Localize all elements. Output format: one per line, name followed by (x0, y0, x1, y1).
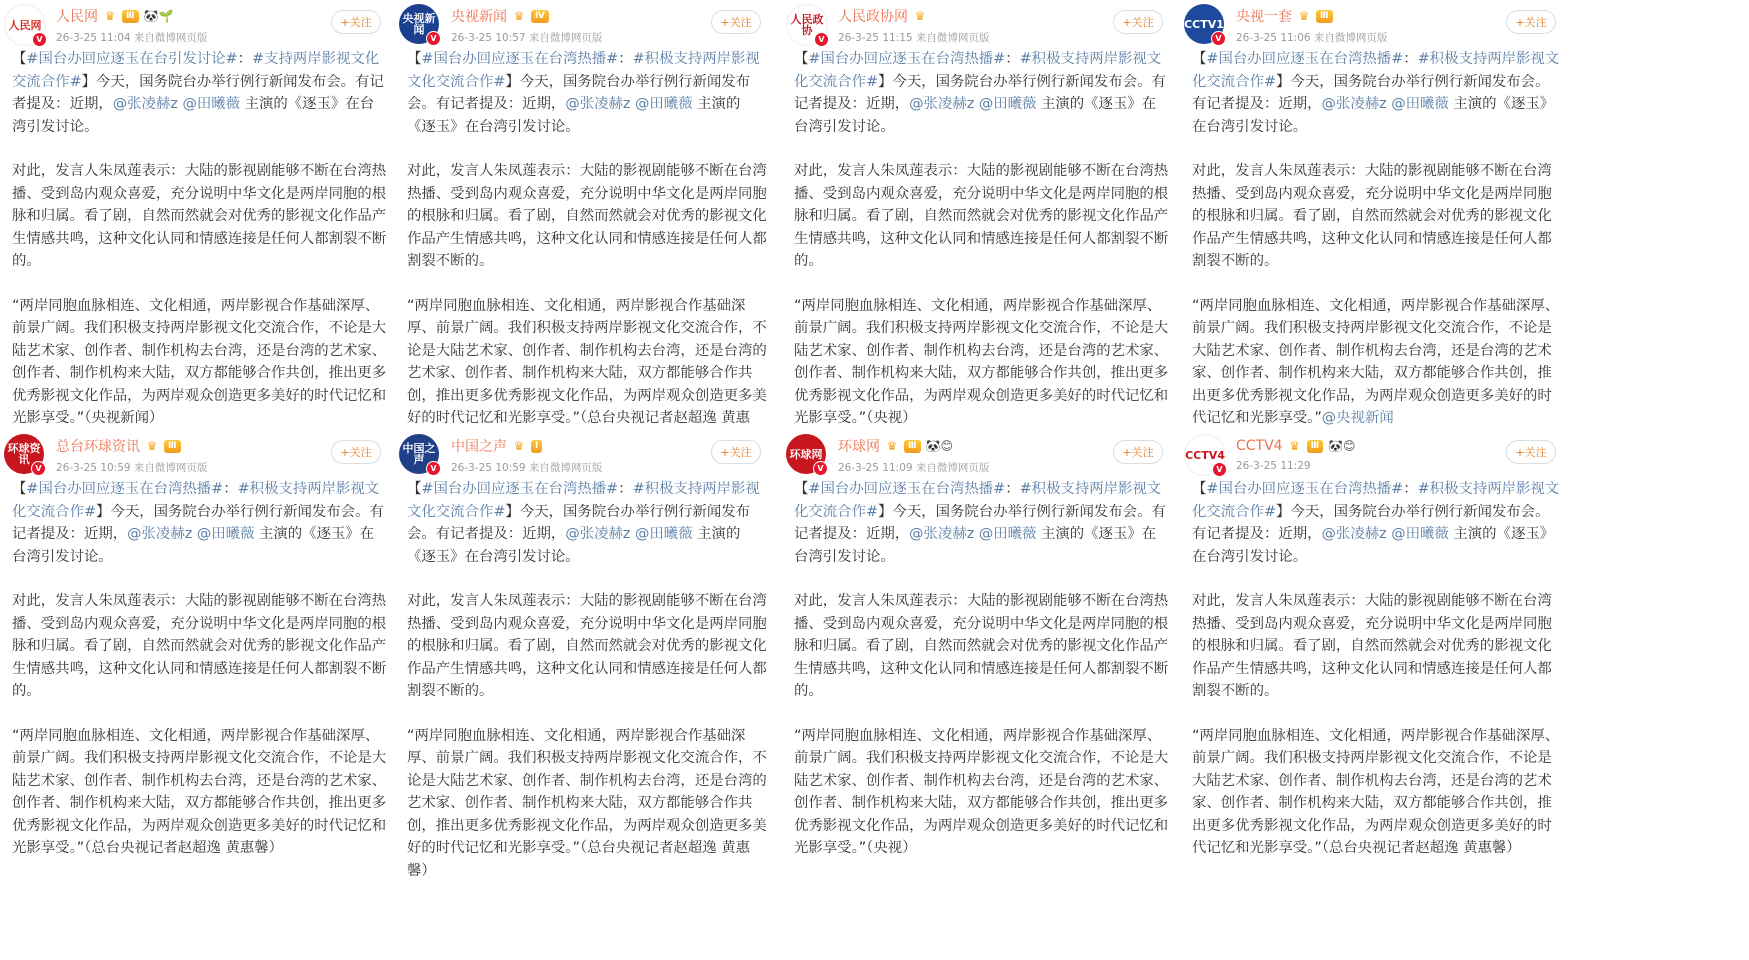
post-header (395, 0, 767, 48)
source-credit: （总台央视记者赵超逸 黄惠馨） (1321, 840, 1521, 856)
paragraph-quote (407, 295, 767, 431)
name-line (56, 436, 181, 456)
hashtag-link[interactable]: #国台办回应逐玉在台湾热播# (26, 481, 224, 497)
post-time[interactable]: 26-3-25 11:09 (838, 462, 913, 474)
account-name[interactable]: 央视一套 (1236, 9, 1292, 25)
follow-button[interactable]: +关注 (711, 10, 761, 34)
post-time[interactable]: 26-3-25 11:15 (838, 32, 913, 44)
weibo-post (1180, 430, 1562, 960)
level-badge: Ⅲ (1316, 10, 1333, 23)
paragraph-intro: 【#国台办回应逐玉在台湾热播#：#积极支持两岸影视文化交流合作#】今天，国务院台办举行例行新闻发布会。有记者提及：近期，@张凌赫z @田曦薇 主演的《逐玉》在台湾引发讨论。 (794, 481, 1166, 565)
verified-icon: V (1211, 31, 1226, 46)
paragraph-intro: 【#国台办回应逐玉在台湾热播#：#积极支持两岸影视文化交流合作#】今天，国务院台办举行例行新闻发布会。有记者提及：近期，@张凌赫z @田曦薇 主演的《逐玉》在台湾引发讨论。 (407, 51, 760, 135)
weibo-post (782, 0, 1169, 430)
account-name[interactable]: 人民政协网 (838, 9, 908, 25)
verified-icon: V (813, 461, 828, 476)
hashtag-link[interactable]: #积极支持两岸影视文化交流合作# (1192, 481, 1560, 520)
avatar[interactable] (1184, 434, 1226, 476)
crown-icon: ♛ (513, 439, 525, 453)
name-line (838, 436, 953, 456)
source-credit: （央视新闻） (84, 410, 164, 426)
quote-text: “两岸同胞血脉相连、文化相通，两岸影视合作基础深厚、前景广阔。我们积极支持两岸影视文化交流合作，不论是大陆艺术家、创作者、制作机构去台湾，还是台湾的艺术家、创作者、制作机构来大陆，双方都能够合作共创，推出更多优秀影视文化作品，为两岸观众创造更多美好的时代记忆和光影享受。” (12, 727, 387, 856)
crown-icon: ♛ (146, 439, 158, 453)
hashtag-link[interactable]: #积极支持两岸影视文化交流合作# (1192, 51, 1560, 90)
source-credit: （总台央视记者赵超逸 黄惠馨） (84, 840, 284, 856)
mention-link[interactable]: @田曦薇 (196, 526, 255, 542)
avatar-label: 央视新闻 (402, 12, 436, 36)
follow-button[interactable]: +关注 (1506, 440, 1556, 464)
account-name[interactable]: 总台环球资讯 (56, 439, 140, 455)
level-badge: Ⅳ (531, 10, 549, 23)
post-time[interactable]: 26-3-25 11:29 (1236, 460, 1311, 472)
paragraph-intro: 【#国台办回应逐玉在台湾热播#：#积极支持两岸影视文化交流合作#】今天，国务院台办举行例行新闻发布会。有记者提及：近期，@张凌赫z @田曦薇 主演的《逐玉》在台湾引发讨论。 (1192, 481, 1560, 565)
account-name[interactable]: CCTV4 (1236, 438, 1283, 454)
weibo-post (395, 0, 767, 430)
name-line (56, 6, 173, 26)
intro-text: 今天，国务院台办举行例行新闻发布会。有记者提及：近期， (1192, 73, 1550, 112)
intro-text: 今天，国务院台办举行例行新闻发布会。有记者提及：近期， (407, 503, 751, 542)
intro-tail: 主演的《逐玉》在台湾引发讨论。 (12, 526, 375, 565)
paragraph-quote (12, 725, 387, 860)
avatar-label: 人民网 (8, 18, 42, 32)
level-badge: Ⅲ (904, 440, 921, 453)
verified-icon: V (1212, 462, 1227, 477)
verified-icon: V (31, 461, 46, 476)
mention-link[interactable]: @张凌赫z (127, 526, 193, 542)
hashtag-link[interactable]: #积极支持两岸影视文化交流合作# (794, 481, 1162, 520)
post-meta (838, 460, 989, 475)
post-meta (451, 460, 602, 475)
paragraph-quote (1192, 295, 1562, 430)
level-badge: Ⅲ (122, 10, 139, 23)
paragraph-intro: 【#国台办回应逐玉在台湾热播#：#积极支持两岸影视文化交流合作#】今天，国务院台办举行例行新闻发布会。有记者提及：近期，@张凌赫z @田曦薇 主演的《逐玉》在台湾引发讨论。 (407, 481, 760, 565)
paragraph-statement: 对此，发言人朱凤莲表示：大陆的影视剧能够不断在台湾热播、受到岛内观众喜爱，充分说明中华文化是两岸同胞的根脉和归属。看了剧，自然而然就会对优秀的影视文化作品产生情感共鸣，这种文化认同和情感连接是任何人都割裂不断的。 (12, 593, 387, 699)
quote-text: “两岸同胞血脉相连、文化相通，两岸影视合作基础深厚、前景广阔。我们积极支持两岸影视文化交流合作，不论是大陆艺术家、创作者、制作机构去台湾，还是台湾的艺术家、创作者、制作机构来大陆，双方都能够合作共创，推出更多优秀影视文化作品，为两岸观众创造更多美好的时代记忆和光影享受。” (407, 727, 767, 856)
emoji-badges: 🐼😊 (925, 439, 953, 453)
post-meta (56, 30, 207, 45)
post-meta (838, 30, 989, 45)
quote-text: “两岸同胞血脉相连、文化相通，两岸影视合作基础深厚、前景广阔。我们积极支持两岸影视文化交流合作，不论是大陆艺术家、创作者、制作机构去台湾，还是台湾的艺术家、创作者、制作机构来大陆，双方都能够合作共创，推出更多优秀影视文化作品，为两岸观众创造更多美好的时代记忆和光影享受。” (794, 297, 1169, 426)
post-body (1180, 48, 1562, 430)
hashtag-link[interactable]: #国台办回应逐玉在台湾热播# (1206, 481, 1404, 497)
source-credit: （央视） (866, 840, 917, 856)
hashtag-link[interactable]: #国台办回应逐玉在台湾热播# (421, 481, 619, 497)
avatar[interactable] (786, 434, 826, 474)
avatar[interactable] (399, 4, 439, 44)
name-line (451, 6, 549, 26)
post-header (1180, 0, 1562, 48)
follow-button[interactable]: +关注 (1113, 10, 1163, 34)
verified-icon: V (426, 461, 441, 476)
avatar-label: 中国之声 (402, 442, 436, 466)
post-source: 来自微博网页版 (133, 32, 208, 44)
post-body (0, 48, 387, 430)
level-badge: Ⅰ (531, 440, 542, 453)
verified-icon: V (814, 32, 829, 47)
mention-link[interactable]: @张凌赫z (565, 526, 631, 542)
intro-text: 今天，国务院台办举行例行新闻发布会。有记者提及：近期， (794, 503, 1166, 542)
name-line (1236, 6, 1333, 26)
quote-text: “两岸同胞血脉相连、文化相通，两岸影视合作基础深厚、前景广阔。我们积极支持两岸影视文化交流合作，不论是大陆艺术家、创作者、制作机构去台湾，还是台湾的艺术家、创作者、制作机构来大陆，双方都能够合作共创，推出更多优秀影视文化作品，为两岸观众创造更多美好的时代记忆和光影享受。” (794, 727, 1169, 856)
follow-button[interactable]: +关注 (1113, 440, 1163, 464)
intro-tail: 主演的《逐玉》在台湾引发讨论。 (407, 526, 741, 565)
crown-icon: ♛ (914, 9, 926, 23)
paragraph-quote (1192, 725, 1562, 860)
hashtag-link[interactable]: #积极支持两岸影视文化交流合作# (407, 51, 760, 90)
avatar-label: CCTV4 (1185, 448, 1225, 462)
post-time[interactable]: 26-3-25 10:57 (451, 32, 526, 44)
verified-icon: V (32, 32, 47, 47)
level-badge: Ⅲ (1307, 440, 1324, 453)
post-body (782, 48, 1169, 430)
mention-link[interactable]: @张凌赫z (565, 96, 631, 112)
paragraph-intro: 【#国台办回应逐玉在台引发讨论#：#支持两岸影视文化交流合作#】今天，国务院台办举行例行新闻发布会。有记者提及：近期，@张凌赫z @田曦薇 主演的《逐玉》在台湾引发讨论。 (12, 51, 384, 135)
weibo-post (782, 430, 1169, 960)
mention-link[interactable]: @张凌赫z (112, 96, 178, 112)
mention-link[interactable]: @田曦薇 (1391, 526, 1449, 542)
post-meta (451, 30, 602, 45)
post-time[interactable]: 26-3-25 11:04 (56, 32, 131, 44)
hashtag-link[interactable]: #积极支持两岸影视文化交流合作# (12, 481, 380, 520)
post-meta (56, 460, 207, 475)
paragraph-statement: 对此，发言人朱凤莲表示：大陆的影视剧能够不断在台湾热播、受到岛内观众喜爱，充分说明中华文化是两岸同胞的根脉和归属。看了剧，自然而然就会对优秀的影视文化作品产生情感共鸣，这种文化认同和情感连接是任何人都割裂不断的。 (12, 163, 387, 269)
post-source: 来自微博网页版 (915, 462, 990, 474)
intro-tail: 主演的《逐玉》在台湾引发讨论。 (1192, 526, 1555, 565)
intro-tail: 主演的《逐玉》在台湾引发讨论。 (407, 96, 741, 135)
crown-icon: ♛ (1289, 439, 1300, 453)
post-header (1180, 430, 1562, 478)
follow-button[interactable]: +关注 (1506, 10, 1556, 34)
source-credit: （央视） (866, 410, 917, 426)
post-body (395, 478, 767, 882)
mention-link[interactable]: @田曦薇 (635, 96, 693, 112)
mention-link[interactable]: @田曦薇 (635, 526, 693, 542)
paragraph-quote (794, 295, 1169, 430)
hashtag-link[interactable]: #国台办回应逐玉在台引发讨论# (26, 51, 238, 67)
post-body (1180, 478, 1562, 860)
paragraph-statement: 对此，发言人朱凤莲表示：大陆的影视剧能够不断在台湾热播、受到岛内观众喜爱，充分说明中华文化是两岸同胞的根脉和归属。看了剧，自然而然就会对优秀的影视文化作品产生情感共鸣，这种文化认同和情感连接是任何人都割裂不断的。 (407, 163, 767, 269)
follow-button[interactable]: +关注 (711, 440, 761, 464)
avatar-label: CCTV1 (1184, 17, 1224, 31)
avatar[interactable] (399, 434, 439, 474)
mention-link[interactable]: @张凌赫z (1321, 96, 1387, 112)
post-header (0, 0, 387, 48)
post-header (782, 0, 1169, 48)
paragraph-statement: 对此，发言人朱凤莲表示：大陆的影视剧能够不断在台湾热播、受到岛内观众喜爱，充分说明中华文化是两岸同胞的根脉和归属。看了剧，自然而然就会对优秀的影视文化作品产生情感共鸣，这种文化认同和情感连接是任何人都割裂不断的。 (407, 593, 767, 699)
hashtag-link[interactable]: #支持两岸影视文化交流合作# (12, 51, 380, 90)
intro-tail: 主演的《逐玉》在台湾引发讨论。 (794, 96, 1157, 135)
intro-text: 今天，国务院台办举行例行新闻发布会。有记者提及：近期， (1192, 503, 1550, 542)
intro-text: 今天，国务院台办举行例行新闻发布会。有记者提及：近期， (794, 73, 1166, 112)
account-name[interactable]: 中国之声 (451, 439, 507, 455)
post-body (395, 48, 767, 430)
quote-text: “两岸同胞血脉相连、文化相通，两岸影视合作基础深厚、前景广阔。我们积极支持两岸影视文化交流合作，不论是大陆艺术家、创作者、制作机构去台湾，还是台湾的艺术家、创作者、制作机构来大陆，双方都能够合作共创，推出更多优秀影视文化作品，为两岸观众创造更多美好的时代记忆和光影享受。” (12, 297, 387, 426)
crown-icon: ♛ (1298, 9, 1310, 23)
mention-link[interactable]: @张凌赫z (909, 96, 975, 112)
post-source: 来自微博网页版 (528, 32, 603, 44)
post-source: 来自微博网页版 (915, 32, 990, 44)
crown-icon: ♛ (886, 439, 898, 453)
verified-icon: V (426, 31, 441, 46)
post-header (0, 430, 387, 478)
weibo-post (1180, 0, 1562, 430)
avatar[interactable] (4, 434, 44, 474)
paragraph-intro: 【#国台办回应逐玉在台湾热播#：#积极支持两岸影视文化交流合作#】今天，国务院台办举行例行新闻发布会。有记者提及：近期，@张凌赫z @田曦薇 主演的《逐玉》在台湾引发讨论。 (794, 51, 1166, 135)
intro-tail: 主演的《逐玉》在台湾引发讨论。 (1192, 96, 1555, 135)
hashtag-link[interactable]: #积极支持两岸影视文化交流合作# (794, 51, 1162, 90)
mention-link[interactable]: @田曦薇 (1391, 96, 1449, 112)
crown-icon: ♛ (104, 9, 116, 23)
avatar[interactable] (4, 4, 46, 46)
paragraph-statement: 对此，发言人朱凤莲表示：大陆的影视剧能够不断在台湾热播、受到岛内观众喜爱，充分说明中华文化是两岸同胞的根脉和归属。看了剧，自然而然就会对优秀的影视文化作品产生情感共鸣，这种文化认同和情感连接是任何人都割裂不断的。 (794, 593, 1169, 699)
intro-tail: 主演的《逐玉》在台湾引发讨论。 (12, 96, 375, 135)
account-name[interactable]: 人民网 (56, 9, 98, 25)
name-line (838, 6, 927, 26)
mention-link[interactable]: @田曦薇 (978, 96, 1037, 112)
paragraph-statement: 对此，发言人朱凤莲表示：大陆的影视剧能够不断在台湾热播、受到岛内观众喜爱，充分说明中华文化是两岸同胞的根脉和归属。看了剧，自然而然就会对优秀的影视文化作品产生情感共鸣，这种文化认同和情感连接是任何人都割裂不断的。 (1192, 163, 1552, 269)
follow-button[interactable]: +关注 (331, 10, 381, 34)
avatar-label: 人民政协 (790, 13, 824, 37)
paragraph-quote (407, 725, 767, 883)
hashtag-link[interactable]: #国台办回应逐玉在台湾热播# (808, 51, 1006, 67)
post-header (782, 430, 1169, 478)
avatar-label: 环球资讯 (7, 442, 41, 466)
post-body (782, 478, 1169, 860)
hashtag-link[interactable]: #国台办回应逐玉在台湾热播# (808, 481, 1006, 497)
name-line (1236, 436, 1356, 456)
avatar-label: 环球网 (789, 447, 823, 461)
post-time[interactable]: 26-3-25 11:06 (1236, 32, 1311, 44)
weibo-post (0, 0, 387, 430)
paragraph-intro: 【#国台办回应逐玉在台湾热播#：#积极支持两岸影视文化交流合作#】今天，国务院台办举行例行新闻发布会。有记者提及：近期，@张凌赫z @田曦薇 主演的《逐玉》在台湾引发讨论。 (1192, 51, 1560, 135)
level-badge: Ⅲ (164, 440, 181, 453)
paragraph-quote (794, 725, 1169, 860)
crown-icon: ♛ (513, 9, 525, 23)
paragraph-quote (12, 295, 387, 430)
account-name[interactable]: 央视新闻 (451, 9, 507, 25)
paragraph-intro: 【#国台办回应逐玉在台湾热播#：#积极支持两岸影视文化交流合作#】今天，国务院台办举行例行新闻发布会。有记者提及：近期，@张凌赫z @田曦薇 主演的《逐玉》在台湾引发讨论。 (12, 481, 384, 565)
paragraph-statement: 对此，发言人朱凤莲表示：大陆的影视剧能够不断在台湾热播、受到岛内观众喜爱，充分说明中华文化是两岸同胞的根脉和归属。看了剧，自然而然就会对优秀的影视文化作品产生情感共鸣，这种文化认同和情感连接是任何人都割裂不断的。 (1192, 593, 1552, 699)
source-credit[interactable]: @央视新闻 (1321, 410, 1394, 426)
source-credit: （总台央视记者赵超逸 黄惠 (579, 410, 751, 426)
intro-tail: 主演的《逐玉》在台湾引发讨论。 (794, 526, 1157, 565)
intro-text: 今天，国务院台办举行例行新闻发布会。有记者提及：近期， (407, 73, 751, 112)
quote-text: “两岸同胞血脉相连、文化相通，两岸影视合作基础深厚、前景广阔。我们积极支持两岸影视文化交流合作，不论是大陆艺术家、创作者、制作机构去台湾，还是台湾的艺术家、创作者、制作机构来大陆，双方都能够合作共创，推出更多优秀影视文化作品，为两岸观众创造更多美好的时代记忆和光影享受。” (1192, 727, 1560, 856)
post-body (0, 478, 387, 860)
emoji-badges: 🐼🌱 (143, 9, 174, 23)
quote-text: “两岸同胞血脉相连、文化相通，两岸影视合作基础深厚、前景广阔。我们积极支持两岸影视文化交流合作，不论是大陆艺术家、创作者、制作机构去台湾，还是台湾的艺术家、创作者、制作机构来大陆，双方都能够合作共创，推出更多优秀影视文化作品，为两岸观众创造更多美好的时代记忆和光影享受。” (407, 297, 767, 426)
emoji-badges: 🐼😊 (1328, 439, 1356, 453)
avatar[interactable] (786, 4, 828, 46)
post-source: 来自微博网页版 (528, 462, 603, 474)
mention-link[interactable]: @田曦薇 (182, 96, 241, 112)
hashtag-link[interactable]: #国台办回应逐玉在台湾热播# (1206, 51, 1404, 67)
post-time[interactable]: 26-3-25 10:59 (56, 462, 131, 474)
post-time[interactable]: 26-3-25 10:59 (451, 462, 526, 474)
hashtag-link[interactable]: #国台办回应逐玉在台湾热播# (421, 51, 619, 67)
mention-link[interactable]: @田曦薇 (978, 526, 1037, 542)
intro-text: 今天，国务院台办举行例行新闻发布会。有记者提及：近期， (12, 503, 384, 542)
post-meta (1236, 460, 1311, 472)
quote-text: “两岸同胞血脉相连、文化相通，两岸影视合作基础深厚、前景广阔。我们积极支持两岸影视文化交流合作，不论是大陆艺术家、创作者、制作机构去台湾，还是台湾的艺术家、创作者、制作机构来大陆，双方都能够合作共创，推出更多优秀影视文化作品，为两岸观众创造更多美好的时代记忆和光影享受。” (1192, 297, 1560, 426)
hashtag-link[interactable]: #积极支持两岸影视文化交流合作# (407, 481, 760, 520)
weibo-post (395, 430, 767, 960)
post-meta (1236, 30, 1387, 45)
source-credit: （总台央视记者赵超逸 黄惠馨） (407, 840, 751, 879)
post-source: 来自微博网页版 (133, 462, 208, 474)
account-name[interactable]: 环球网 (838, 439, 880, 455)
follow-button[interactable]: +关注 (331, 440, 381, 464)
weibo-post (0, 430, 387, 960)
post-source: 来自微博网页版 (1313, 32, 1388, 44)
intro-text: 今天，国务院台办举行例行新闻发布会。有记者提及：近期， (12, 73, 384, 112)
mention-link[interactable]: @张凌赫z (1321, 526, 1387, 542)
name-line (451, 436, 542, 456)
mention-link[interactable]: @张凌赫z (909, 526, 975, 542)
paragraph-statement: 对此，发言人朱凤莲表示：大陆的影视剧能够不断在台湾热播、受到岛内观众喜爱，充分说明中华文化是两岸同胞的根脉和归属。看了剧，自然而然就会对优秀的影视文化作品产生情感共鸣，这种文化认同和情感连接是任何人都割裂不断的。 (794, 163, 1169, 269)
post-header (395, 430, 767, 478)
avatar[interactable] (1184, 4, 1224, 44)
